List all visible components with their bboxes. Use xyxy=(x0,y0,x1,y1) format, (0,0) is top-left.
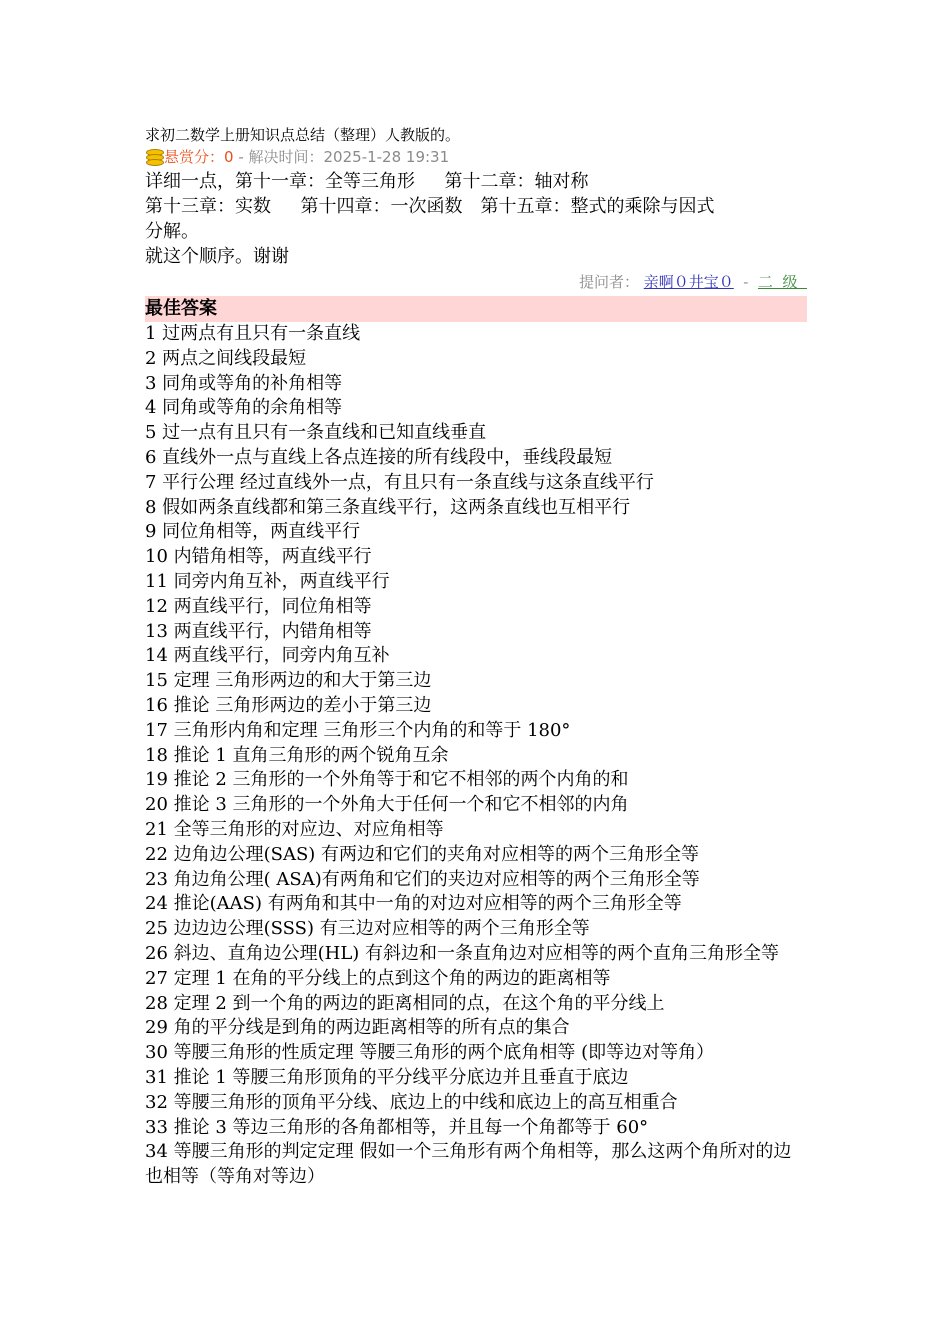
answer-item: 27 定理 1 在角的平分线上的点到这个角的两边的距离相等 xyxy=(145,967,611,989)
answer-item: 11 同旁内角互补，两直线平行 xyxy=(145,570,390,592)
answer-item: 14 两直线平行，同旁内角互补 xyxy=(145,645,390,667)
answer-item: 30 等腰三角形的性质定理 等腰三角形的两个底角相等 (即等边对等角） xyxy=(145,1042,715,1064)
answer-item: 1 过两点有且只有一条直线 xyxy=(145,323,361,344)
answer-item: 2 两点之间线段最短 xyxy=(145,347,307,369)
answer-item: 9 同位角相等，两直线平行 xyxy=(145,521,361,543)
question-body-line: 就这个顺序。谢谢 xyxy=(145,246,289,267)
reward-label: 悬赏分： xyxy=(164,148,225,166)
answer-item: 5 过一点有且只有一条直线和已知直线垂直 xyxy=(145,422,487,444)
question-body xyxy=(145,169,807,269)
answer-item: 12 两直线平行，同位角相等 xyxy=(145,595,372,617)
reward-value: 0 xyxy=(224,148,234,166)
asker-label: 提问者： xyxy=(578,273,639,291)
answer-item: 31 推论 1 等腰三角形顶角的平分线平分底边并且垂直于底边 xyxy=(145,1066,629,1088)
answer-item: 23 角边角公理( ASA)有两角和它们的夹边对应相等的两个三角形全等 xyxy=(145,868,700,890)
answer-item: 22 边角边公理(SAS) 有两边和它们的夹角对应相等的两个三角形全等 xyxy=(145,843,700,865)
coins-icon xyxy=(145,149,163,165)
answer-item: 15 定理 三角形两边的和大于第三边 xyxy=(145,670,432,692)
answer-item: 7 平行公理 经过直线外一点，有且只有一条直线与这条直线平行 xyxy=(145,471,654,493)
answer-item: 6 直线外一点与直线上各点连接的所有线段中，垂线段最短 xyxy=(145,446,613,468)
meta-separator: - xyxy=(233,148,249,166)
question-title: 求初二数学上册知识点总结（整理）人教版的。 xyxy=(145,126,461,144)
answer-item: 4 同角或等角的余角相等 xyxy=(145,397,343,419)
qa-page xyxy=(145,124,807,1190)
answer-item: 32 等腰三角形的顶角平分线、底边上的中线和底边上的高互相重合 xyxy=(145,1091,678,1113)
asker-info xyxy=(145,271,807,293)
question-body-line: 分解。 xyxy=(145,221,199,242)
answer-item: 34 等腰三角形的判定定理 假如一个三角形有两个角相等，那么这两个角所对的边也相等（等角对等边） xyxy=(145,1141,792,1188)
asker-separator: - xyxy=(738,273,754,291)
answer-item: 13 两直线平行，内错角相等 xyxy=(145,620,372,642)
answer-item: 28 定理 2 到一个角的两边的距离相同的点，在这个角的平分线上 xyxy=(145,992,665,1014)
answer-item: 3 同角或等角的补角相等 xyxy=(145,372,343,394)
best-answer-heading: 最佳答案 xyxy=(145,296,807,322)
asker-level-link[interactable]: 二 级 xyxy=(757,273,807,291)
question-body-line: 第十三章：实数 第十四章：一次函数 第十五章：整式的乘除与因式 xyxy=(145,196,715,217)
answer-item: 19 推论 2 三角形的一个外角等于和它不相邻的两个内角的和 xyxy=(145,769,629,791)
answer-item: 33 推论 3 等边三角形的各角都相等，并且每一个角都等于 60° xyxy=(145,1116,649,1138)
question-meta xyxy=(145,146,807,168)
answer-item: 16 推论 三角形两边的差小于第三边 xyxy=(145,694,432,716)
best-answer-list xyxy=(145,322,807,1190)
answer-item: 21 全等三角形的对应边、对应角相等 xyxy=(145,818,444,840)
answer-item: 24 推论(AAS) 有两角和其中一角的对边对应相等的两个三角形全等 xyxy=(145,893,682,915)
solved-time: 解决时间：2025-1-28 19:31 xyxy=(248,148,450,166)
answer-item: 18 推论 1 直角三角形的两个锐角互余 xyxy=(145,744,449,766)
asker-name-link[interactable]: 亲啊０井宝０ xyxy=(643,273,734,291)
question-body-line: 详细一点，第十一章：全等三角形 第十二章：轴对称 xyxy=(145,171,589,192)
answer-item: 17 三角形内角和定理 三角形三个内角的和等于 180° xyxy=(145,719,571,741)
answer-item: 25 边边边公理(SSS) 有三边对应相等的两个三角形全等 xyxy=(145,918,590,940)
answer-item: 20 推论 3 三角形的一个外角大于任何一个和它不相邻的内角 xyxy=(145,794,629,816)
answer-item: 8 假如两条直线都和第三条直线平行，这两条直线也互相平行 xyxy=(145,496,631,518)
answer-item: 29 角的平分线是到角的两边距离相等的所有点的集合 xyxy=(145,1017,570,1039)
answer-item: 10 内错角相等，两直线平行 xyxy=(145,546,372,568)
answer-item: 26 斜边、直角边公理(HL) 有斜边和一条直角边对应相等的两个直角三角形全等 xyxy=(145,942,780,964)
